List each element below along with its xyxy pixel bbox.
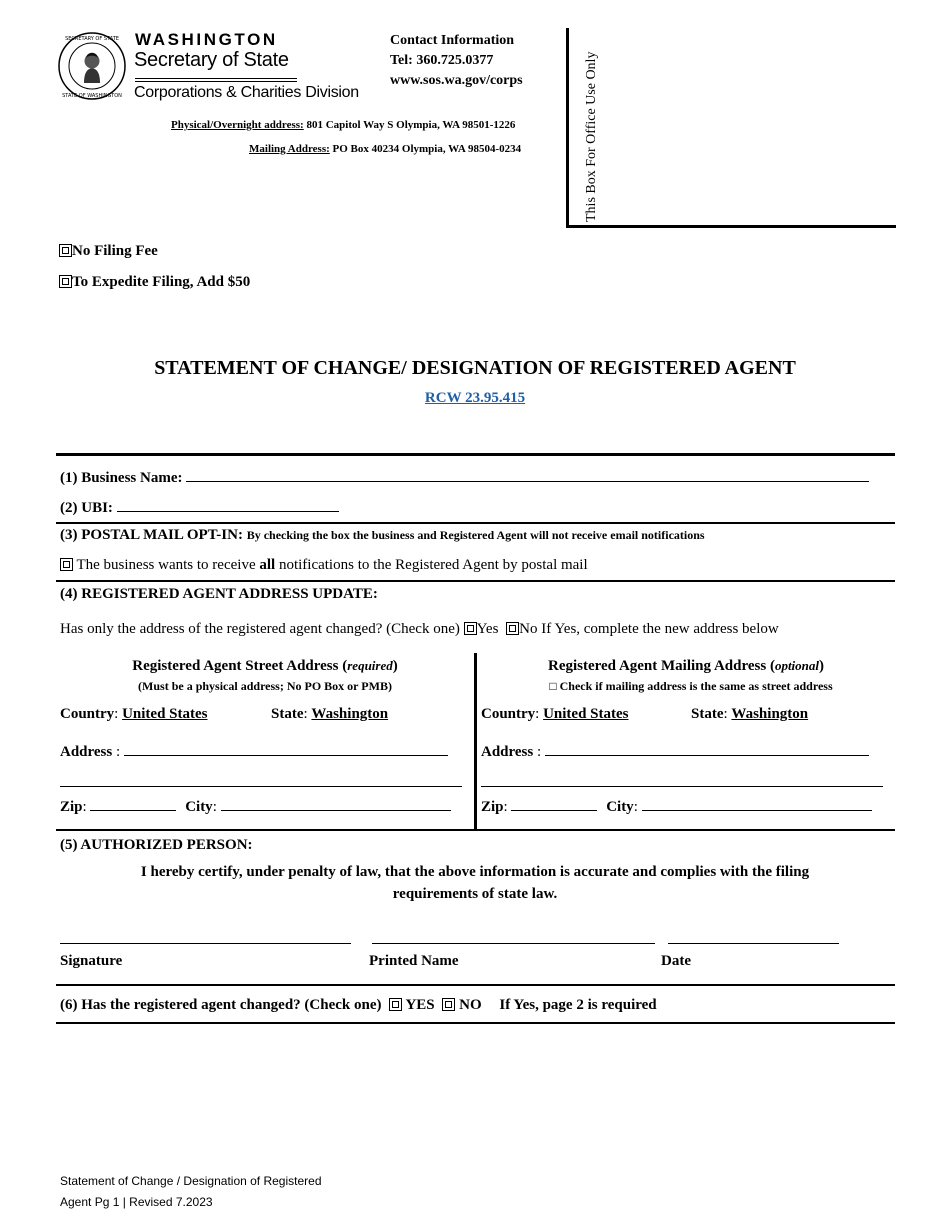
business-name-row [60,468,869,487]
certification-line1: I hereby certify, under penalty of law, that the above information is accurate and complies with the filing [140,864,810,880]
mailing-state-row: State: Washington [691,706,809,722]
org-divider [135,78,297,79]
authorized-person-label: (5) AUTHORIZED PERSON: [60,837,253,853]
date-line[interactable] [668,943,839,944]
street-zip-city-row: Zip: City: [60,797,451,816]
section6-bottom-rule [56,1022,895,1024]
mailing-state-label: State [691,706,724,722]
ra-address-question-row [60,621,779,638]
svg-text:STATE OF WASHINGTON: STATE OF WASHINGTON [62,93,122,99]
ra-changed-row [60,997,657,1014]
printed-name-label: Printed Name [369,953,459,969]
ubi-label: (2) UBI: [60,500,113,516]
street-state-label: State [271,706,304,722]
postal-optin-checkbox[interactable] [60,558,73,571]
street-address-title-text: Registered Agent Street Address [132,658,339,674]
printed-name-line[interactable] [372,943,655,944]
mailing-country-label: Country [481,706,536,722]
signature-line[interactable] [60,943,351,944]
certification-line2: requirements of state law. [392,886,558,902]
mailing-country-value[interactable]: United States [543,706,629,722]
mailing-zip-field[interactable] [511,797,597,811]
org-secretary-of-state: Secretary of State [134,49,289,71]
postal-optin-option[interactable] [60,557,588,574]
svg-text:SECRETARY OF STATE: SECRETARY OF STATE [65,36,119,42]
ra-changed-yes-checkbox[interactable] [389,998,402,1011]
no-filing-fee-option[interactable] [59,243,158,260]
org-name: WASHINGTON [135,30,278,49]
postal-optin-header [60,527,705,544]
street-address-line2[interactable] [60,786,462,787]
ra-changed-no-checkbox[interactable] [442,998,455,1011]
address-column-divider [474,653,477,830]
mailing-city-label: City [606,799,634,815]
mailing-address-field[interactable] [545,742,869,756]
contact-title: Contact Information [390,33,515,48]
postal-optin-note: By checking the box the business and Registered Agent will not receive email notifications [246,528,705,542]
mailing-address-title: Registered Agent Mailing Address (optional) [547,658,825,674]
contact-phone: Tel: 360.725.0377 [390,53,494,68]
ra-address-yes-checkbox[interactable] [464,622,477,635]
ra-address-update-label: (4) REGISTERED AGENT ADDRESS UPDATE: [60,586,378,602]
ra-changed-question: (6) Has the registered agent changed? (Check one) [60,997,382,1013]
physical-address-label: Physical/Overnight address: [171,119,304,131]
street-address-required: required [347,658,393,673]
ra-address-question: Has only the address of the registered agent changed? (Check one) [60,621,460,637]
street-state-value[interactable]: Washington [311,706,389,722]
mailing-address-optional: optional [774,658,820,673]
section4-top-rule [56,580,895,582]
org-division: Corporations & Charities Division [134,84,359,101]
ra-address-yes-label: Yes [476,621,499,637]
ra-address-no-label: No [519,621,538,637]
office-box-label: This Box For Office Use Only [584,51,599,222]
mailing-city-field[interactable] [642,797,872,811]
form-title: STATEMENT OF CHANGE/ DESIGNATION OF REGISTERED AGENT [154,357,796,379]
mailing-zip-label: Zip [481,799,504,815]
footer-line1: Statement of Change / Designation of Registered [60,1174,322,1188]
mailing-same-as-street-option[interactable]: □ Check if mailing address is the same as street address [549,679,833,693]
street-country-value[interactable]: United States [122,706,208,722]
mailing-country-row: Country: United States [481,706,629,722]
street-address-title: Registered Agent Street Address (required) [132,658,398,674]
street-address-row: Address : [60,742,448,761]
section5-top-rule [56,829,895,831]
street-city-label: City [185,799,213,815]
expedite-filing-label: To Expedite Filing, Add $50 [72,274,251,290]
signature-label: Signature [60,953,123,969]
section3-top-rule [56,522,895,524]
street-address-subtitle: (Must be a physical address; No PO Box or PMB) [138,679,392,693]
expedite-filing-checkbox[interactable] [59,275,72,288]
expedite-filing-option[interactable] [59,274,250,291]
office-box-left-border [566,28,569,228]
physical-address [171,119,515,131]
street-country-row: Country: United States [60,706,208,722]
mailing-address [249,143,521,155]
business-name-field[interactable] [186,468,869,482]
street-zip-field[interactable] [90,797,176,811]
mailing-address-label: Mailing Address: [249,143,330,155]
postal-optin-text-bold: all [259,557,276,573]
mailing-zip-city-row: Zip: City: [481,797,872,816]
business-name-label: (1) Business Name: [60,470,183,486]
ra-changed-yes-label: YES [405,997,435,1013]
section6-top-rule [56,984,895,986]
street-address-field[interactable] [124,742,448,756]
section1-top-rule [56,453,895,456]
street-zip-label: Zip [60,799,83,815]
street-city-field[interactable] [221,797,451,811]
ra-address-instruction: If Yes, complete the new address below [541,621,779,637]
mailing-address-label: Address [481,744,534,760]
mailing-address-value: PO Box 40234 Olympia, WA 98504-0234 [332,143,522,155]
postal-optin-text-post: notifications to the Registered Agent by postal mail [278,557,588,573]
postal-optin-label: (3) POSTAL MAIL OPT-IN: [60,527,243,543]
physical-address-value: 801 Capitol Way S Olympia, WA 98501-1226 [306,119,516,131]
ubi-row [60,498,339,517]
mailing-address-row: Address : [481,742,869,761]
date-label: Date [661,953,691,969]
mailing-address-line2[interactable] [481,786,883,787]
no-filing-fee-checkbox[interactable] [59,244,72,257]
postal-optin-text-pre: The business wants to receive [76,557,256,573]
office-box-bottom-border [566,225,896,228]
contact-website[interactable]: www.sos.wa.gov/corps [390,73,523,88]
ubi-field[interactable] [117,498,339,512]
state-seal [57,31,127,101]
ra-changed-note: If Yes, page 2 is required [499,997,657,1013]
street-address-label: Address [60,744,113,760]
no-filing-fee-label: No Filing Fee [72,243,158,259]
mailing-state-value[interactable]: Washington [731,706,809,722]
footer-line2: Agent Pg 1 | Revised 7.2023 [60,1195,213,1209]
mailing-address-title-text: Registered Agent Mailing Address [547,658,767,674]
rcw-link[interactable]: RCW 23.95.415 [424,390,526,406]
ra-changed-no-label: NO [459,997,482,1013]
ra-address-no-checkbox[interactable] [506,622,519,635]
street-country-label: Country [60,706,115,722]
street-state-row: State: Washington [271,706,389,722]
